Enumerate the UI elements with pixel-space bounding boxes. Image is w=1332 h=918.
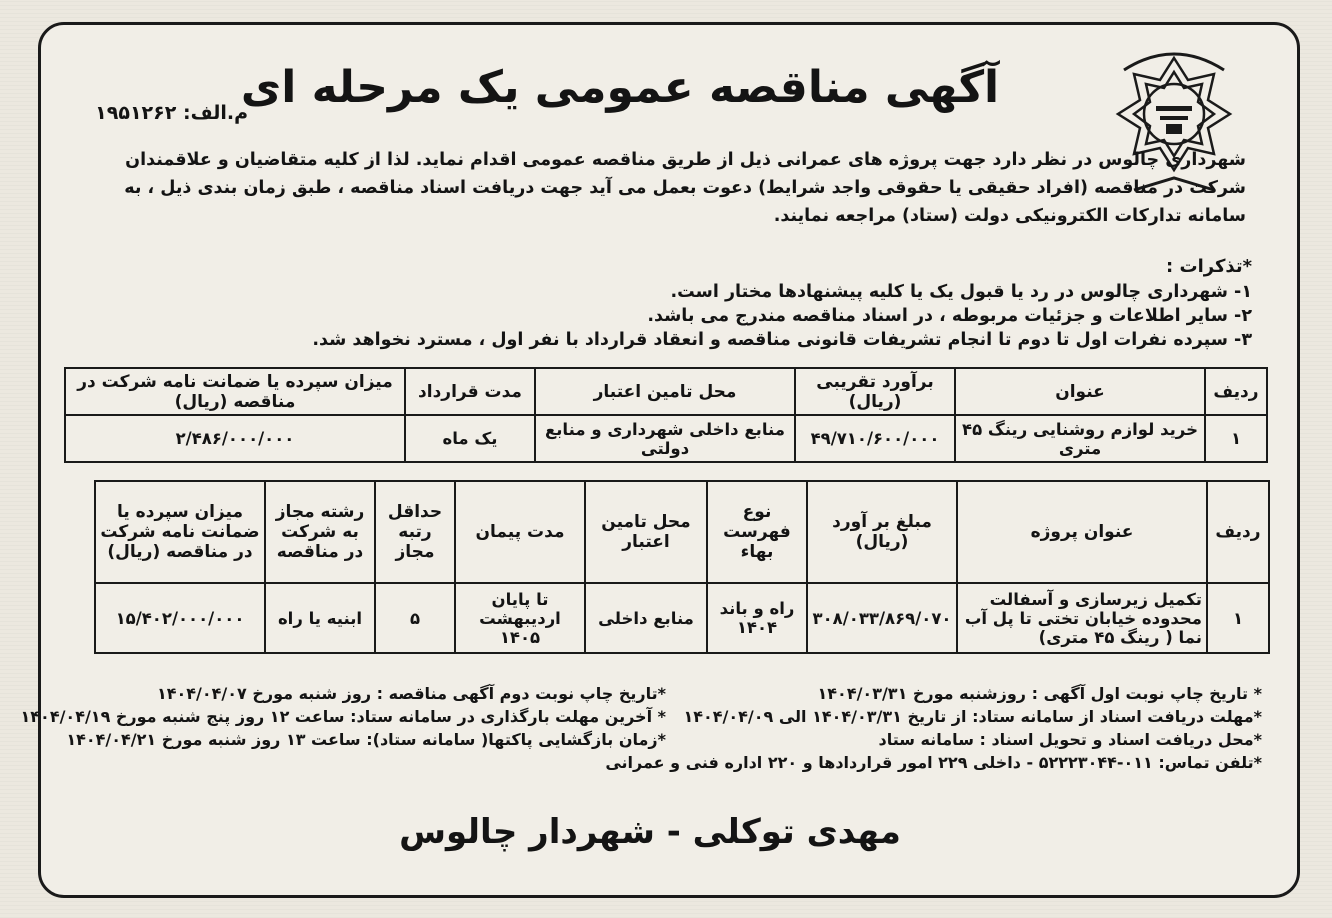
table-cell: ۳۰۸/۰۳۳/۸۶۹/۰۷۰ xyxy=(807,583,957,653)
table-row xyxy=(95,583,1269,653)
table-cell: ۴۹/۷۱۰/۶۰۰/۰۰۰ xyxy=(795,415,955,462)
column-header: مدت پیمان xyxy=(455,481,585,583)
schedule-item: *محل دریافت اسناد و تحویل اسناد : سامانه ستاد xyxy=(878,730,1262,749)
table-cell: خرید لوازم روشنایی رینگ ۴۵ متری xyxy=(955,415,1205,462)
signature: مهدی توکلی - شهردار چالوس xyxy=(399,812,901,852)
table-header-row xyxy=(65,368,1267,415)
note-item: ۳- سپرده نفرات اول تا دوم تا انجام تشریفات قانونی مناقصه و انعقاد قرارداد با نفر اول ، مسترد نخواهد شد. xyxy=(312,330,1252,350)
table-cell: ۱ xyxy=(1207,583,1269,653)
schedule-item: * تاریخ چاپ نوبت اول آگهی : روزشنبه مورخ ۱۴۰۴/۰۳/۳۱ xyxy=(817,684,1262,703)
note-item: ۱- شهرداری چالوس در رد یا قبول یک یا کلیه پیشنهادها مختار است. xyxy=(670,282,1252,302)
column-header: مبلغ بر آورد (ریال) xyxy=(807,481,957,583)
tender-table-asphalt xyxy=(94,480,1270,654)
table-cell: ۲/۴۸۶/۰۰۰/۰۰۰ xyxy=(65,415,405,462)
notice-title: آگهی مناقصه عمومی یک مرحله ای xyxy=(240,62,1000,113)
table-row xyxy=(65,415,1267,462)
table-cell: ۵ xyxy=(375,583,455,653)
reference-number: م.الف: ۱۹۵۱۲۶۲ xyxy=(95,102,248,124)
notes-heading: *تذکرات : xyxy=(1166,256,1252,277)
schedule-item: *زمان بازگشایی پاکتها( سامانه ستاد): ساعت ۱۳ روز شنبه مورخ ۱۴۰۴/۰۴/۲۱ xyxy=(66,730,666,749)
schedule-item: * آخرین مهلت بارگذاری در سامانه ستاد: ساعت ۱۲ روز پنج شنبه مورخ ۱۴۰۴/۰۴/۱۹ xyxy=(20,707,666,726)
column-header: میزان سپرده یا ضمانت نامه شرکت در مناقصه (ریال) xyxy=(95,481,265,583)
column-header: برآورد تقریبی (ریال) xyxy=(795,368,955,415)
schedule-left-column xyxy=(20,682,666,751)
column-header: عنوان پروژه xyxy=(957,481,1207,583)
table-cell: ابنیه یا راه xyxy=(265,583,375,653)
table-cell: تکمیل زیرسازی و آسفالت محدوده خیابان تختی تا پل آب نما ( رینگ ۴۵ متری) xyxy=(957,583,1207,653)
note-item: ۲- سایر اطلاعات و جزئیات مربوطه ، در اسناد مناقصه مندرج می باشد. xyxy=(647,306,1252,326)
column-header: نوع فهرست بهاء xyxy=(707,481,807,583)
column-header: رشته مجاز به شرکت در مناقصه xyxy=(265,481,375,583)
table-cell: تا پایان اردیبهشت ۱۴۰۵ xyxy=(455,583,585,653)
table-cell: ۱۵/۴۰۲/۰۰۰/۰۰۰ xyxy=(95,583,265,653)
column-header: ردیف xyxy=(1207,481,1269,583)
column-header: حداقل رتبه مجاز xyxy=(375,481,455,583)
table-cell: منابع داخلی شهرداری و منابع دولتی xyxy=(535,415,795,462)
column-header: ردیف xyxy=(1205,368,1267,415)
column-header: مدت قرارداد xyxy=(405,368,535,415)
table-cell: یک ماه xyxy=(405,415,535,462)
intro-paragraph: شهرداری چالوس در نظر دارد جهت پروژه های عمرانی ذیل از طریق مناقصه عمومی اقدام نماید. لذا از کلیه متقاضیان و علاقمندان شرکت در مناقصه (افراد حقیقی یا حقوقی واجد شرایط) دعوت بعمل می آید جهت دریافت اسناد مناقصه ، طبق زمان بندی ذیل ، به سامانه تدارکات الکترونیکی دولت (ستاد) مراجعه نمایند. xyxy=(124,150,1246,226)
schedule-item: *مهلت دریافت اسناد از سامانه ستاد: از تاریخ ۱۴۰۴/۰۳/۳۱ الی ۱۴۰۴/۰۴/۰۹ xyxy=(683,707,1262,726)
table-cell: منابع داخلی xyxy=(585,583,707,653)
schedule-item: *تلفن تماس: ۰۱۱-۵۲۲۲۳۰۴۴ - داخلی ۲۲۹ امور قراردادها و ۲۲۰ اداره فنی و عمرانی xyxy=(605,753,1262,772)
column-header: محل تامین اعتبار xyxy=(585,481,707,583)
schedule-item: *تاریخ چاپ نوبت دوم آگهی مناقصه : روز شنبه مورخ ۱۴۰۴/۰۴/۰۷ xyxy=(156,684,666,703)
notes-list xyxy=(66,280,1252,352)
tender-table-lighting xyxy=(64,367,1268,463)
column-header: محل تامین اعتبار xyxy=(535,368,795,415)
column-header: عنوان xyxy=(955,368,1205,415)
table-cell: ۱ xyxy=(1205,415,1267,462)
column-header: میزان سپرده یا ضمانت نامه شرکت در مناقصه (ریال) xyxy=(65,368,405,415)
table-header-row xyxy=(95,481,1269,583)
schedule-right-column xyxy=(605,682,1262,774)
table-cell: راه و باند ۱۴۰۴ xyxy=(707,583,807,653)
